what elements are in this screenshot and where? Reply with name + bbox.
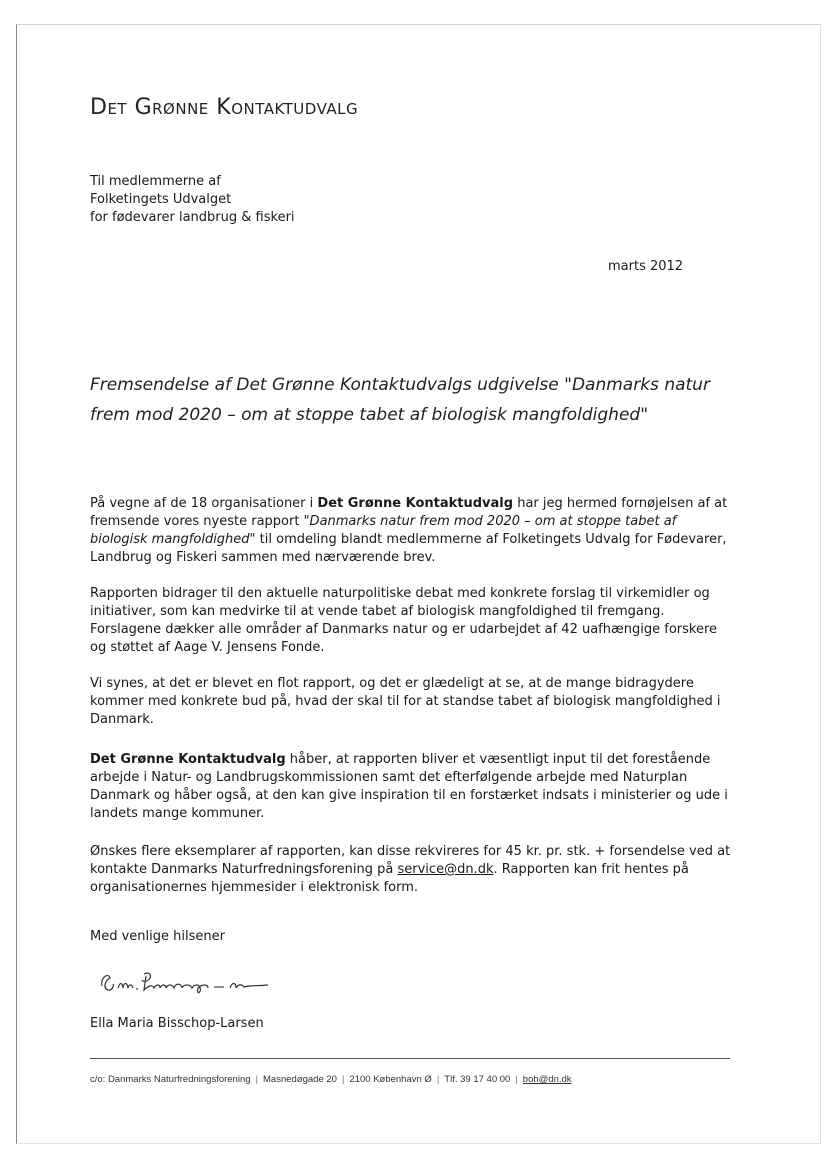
paragraph-text: har jeg hermed fornøjelsen af at fremsende vores nyeste rapport bbox=[90, 496, 728, 529]
organization-name: Det Grønne Kontaktudvalg bbox=[317, 496, 514, 511]
paragraph-4 bbox=[90, 751, 732, 823]
footer-address: Masnedøgade 20 bbox=[263, 1074, 337, 1085]
footer-separator: | bbox=[436, 1074, 440, 1085]
subject-heading: Fremsendelse af Det Grønne Kontaktudvalgs udgivelse "Danmarks natur frem mod 2020 – om at stoppe tabet af biologisk mangfoldighed" bbox=[90, 375, 710, 425]
paragraph-text: . Rapporten kan frit hentes på organisationernes hjemmesider i elektronisk form. bbox=[90, 862, 689, 895]
letter-body bbox=[90, 495, 732, 915]
paragraph-text: håber, at rapporten bliver et væsentligt input til det forestående arbejde i Natur- og Landbrugskommissionen samt det efterfølgende arbejde med Naturplan Danmark og håber også, at den kan give inspiration til en forstærket indsats i ministerier og ude i landets mange kommuner. bbox=[90, 752, 728, 821]
paragraph-3: Vi synes, at det er blevet en flot rapport, og det er glædeligt at se, at de mange bidragydere kommer med konkrete bud på, hvad der skal til for at standse tabet af biologisk mangfoldighed i Danmark. bbox=[90, 676, 721, 727]
handwritten-signature bbox=[96, 960, 296, 1000]
footer-separator: | bbox=[341, 1074, 345, 1085]
paragraph-text: til omdeling blandt medlemmerne af Folketingets Udvalg for Fødevarer, Landbrug og Fiskeri sammen med nærværende brev. bbox=[90, 532, 727, 565]
report-title: "Danmarks natur frem mod 2020 – om at stoppe tabet af biologisk mangfoldighed" bbox=[90, 514, 677, 547]
letter-date: marts 2012 bbox=[608, 259, 684, 274]
closing-greeting: Med venlige hilsener bbox=[90, 929, 225, 944]
footer-city: 2100 København Ø bbox=[349, 1074, 432, 1085]
paragraph-text: På vegne af de 18 organisationer i bbox=[90, 496, 318, 511]
recipient-line: for fødevarer landbrug & fiskeri bbox=[90, 210, 295, 225]
recipient-line: Til medlemmerne af bbox=[90, 174, 221, 189]
letterhead-title: Det Grønne Kontaktudvalg bbox=[90, 95, 359, 120]
paragraph-2: Rapporten bidrager til den aktuelle naturpolitiske debat med konkrete forslag til virkemidler og initiativer, som kan medvirke til at vende tabet af biologisk mangfoldighed til fremgang. Forslagene dækker alle områder af Danmarks natur og er udarbejdet af 42 uafhængige forskere og støttet af Aage V. Jensens Fonde. bbox=[90, 586, 718, 655]
footer-separator: | bbox=[515, 1074, 518, 1085]
recipient-line: Folketingets Udvalget bbox=[90, 192, 232, 207]
email-link[interactable]: service@dn.dk bbox=[397, 862, 494, 877]
footer-separator: | bbox=[255, 1074, 258, 1085]
organization-name: Det Grønne Kontaktudvalg bbox=[90, 752, 286, 767]
footer-contact bbox=[90, 1074, 730, 1085]
footer-organization: c/o: Danmarks Naturfredningsforening bbox=[90, 1074, 251, 1085]
footer-phone: Tlf. 39 17 40 00 bbox=[444, 1074, 511, 1085]
footer-email-link[interactable]: boh@dn.dk bbox=[522, 1074, 572, 1085]
signer-name: Ella Maria Bisschop-Larsen bbox=[90, 1016, 264, 1031]
paragraph-5 bbox=[90, 843, 732, 897]
paragraph-text: Ønskes flere eksemplarer af rapporten, kan disse rekvireres for 45 kr. pr. stk. + forsendelse ved at kontakte Danmarks Naturfredningsforening på bbox=[90, 844, 731, 877]
paragraph-1 bbox=[90, 495, 732, 567]
recipient-block bbox=[90, 173, 295, 227]
footer-divider bbox=[90, 1058, 730, 1059]
